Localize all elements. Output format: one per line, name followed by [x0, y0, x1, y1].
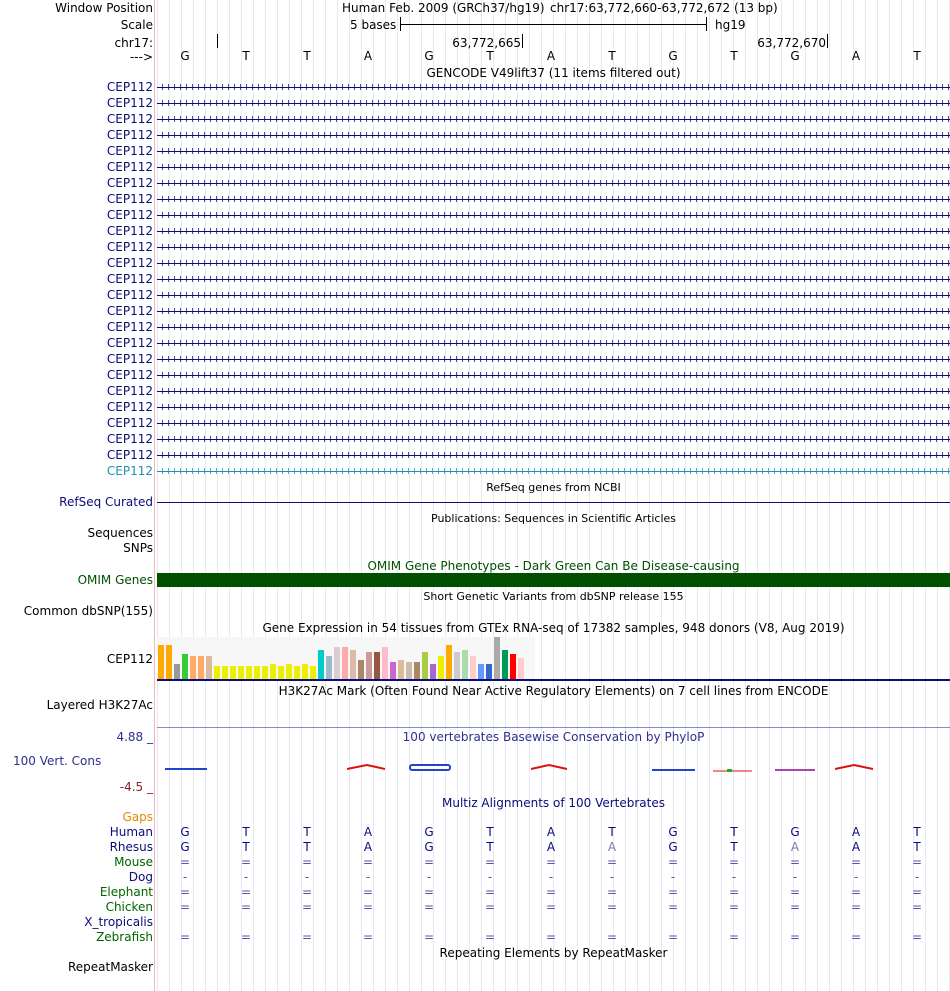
base-letter: T: [242, 49, 250, 63]
strand-arrows: [157, 84, 950, 90]
alignment-base: T: [608, 825, 616, 839]
alignment-base: =: [850, 885, 862, 899]
alignment-base: =: [423, 900, 435, 914]
strand-arrows: [157, 372, 950, 378]
gtex-tissue-bar[interactable]: [518, 658, 524, 679]
gencode-gene-label[interactable]: CEP112: [106, 352, 153, 366]
gencode-gene-label[interactable]: CEP112: [106, 288, 153, 302]
gtex-tissue-bar[interactable]: [454, 652, 460, 679]
gtex-baseline: [157, 679, 950, 681]
gencode-gene-label[interactable]: CEP112: [106, 272, 153, 286]
phylop-plot[interactable]: [157, 755, 950, 785]
alignment-base: A: [363, 825, 373, 839]
alignment-base: =: [545, 930, 557, 944]
alignment-base: =: [240, 930, 252, 944]
strand-arrows: [157, 468, 950, 474]
h3k27ac-baseline: [157, 727, 950, 728]
base-letter: T: [913, 49, 921, 63]
strand-arrows: [157, 292, 950, 298]
alignment-base: -: [426, 870, 432, 884]
alignment-base: =: [911, 855, 923, 869]
alignment-base: =: [484, 930, 496, 944]
species-label[interactable]: X_tropicalis: [84, 915, 153, 929]
alignment-base: -: [487, 870, 493, 884]
gtex-tissue-bar[interactable]: [262, 666, 268, 679]
strand-label: --->: [129, 50, 153, 64]
alignment-base: =: [728, 855, 740, 869]
base-letter: T: [608, 49, 616, 63]
alignment-base: G: [790, 825, 800, 839]
alignment-base: T: [242, 840, 250, 854]
coord-label-1: 63,772,665: [452, 36, 521, 50]
gtex-tissue-bar[interactable]: [206, 656, 212, 679]
phylop-label[interactable]: 100 Vert. Cons: [13, 754, 102, 768]
alignment-base: =: [789, 930, 801, 944]
alignment-base: =: [667, 900, 679, 914]
gtex-tissue-bar[interactable]: [238, 666, 244, 679]
alignment-base: T: [913, 840, 921, 854]
base-letter: A: [363, 49, 373, 63]
alignment-base: =: [362, 885, 374, 899]
strand-arrows: [157, 180, 950, 186]
gencode-gene-label[interactable]: CEP112: [106, 96, 153, 110]
alignment-base: =: [240, 900, 252, 914]
alignment-base: =: [362, 900, 374, 914]
gencode-gene-label[interactable]: CEP112: [106, 304, 153, 318]
gtex-tissue-bar[interactable]: [430, 664, 436, 679]
alignment-base: =: [301, 855, 313, 869]
gencode-gene-label[interactable]: CEP112: [106, 192, 153, 206]
coord-tick-1: [522, 34, 523, 48]
phylop-peak: [410, 765, 450, 770]
base-letter: G: [790, 49, 800, 63]
coord-tick-0: [217, 34, 218, 48]
species-label[interactable]: Elephant: [99, 885, 153, 899]
alignment-base: =: [728, 930, 740, 944]
alignment-base: T: [486, 840, 494, 854]
gtex-tissue-bar[interactable]: [438, 656, 444, 679]
alignment-base: =: [606, 855, 618, 869]
species-label[interactable]: Rhesus: [109, 840, 153, 854]
alignment-base: =: [545, 885, 557, 899]
gtex-tissue-bar[interactable]: [406, 662, 412, 679]
alignment-base: =: [606, 930, 618, 944]
gencode-gene-label[interactable]: CEP112: [106, 144, 153, 158]
refseq-label[interactable]: RefSeq Curated: [59, 495, 153, 509]
alignment-base: =: [484, 900, 496, 914]
alignment-base: =: [728, 885, 740, 899]
gencode-gene-label[interactable]: CEP112: [106, 208, 153, 222]
gtex-tissue-bar[interactable]: [478, 664, 484, 679]
gencode-gene-label[interactable]: CEP112: [106, 448, 153, 462]
gtex-tissue-bar[interactable]: [414, 662, 420, 679]
gencode-title[interactable]: GENCODE V49lift37 (11 items filtered out): [426, 66, 681, 80]
strand-arrows: [157, 132, 950, 138]
alignment-base: G: [424, 840, 434, 854]
phylop-peak: [835, 765, 873, 769]
strand-arrows: [157, 244, 950, 250]
omim-label[interactable]: OMIM Genes: [77, 573, 153, 587]
gtex-tissue-bar[interactable]: [230, 666, 236, 679]
gtex-tissue-bar[interactable]: [302, 664, 308, 679]
strand-arrows: [157, 452, 950, 458]
dbsnp-label[interactable]: Common dbSNP(155): [23, 604, 153, 618]
alignment-base: A: [607, 840, 617, 854]
strand-arrows: [157, 340, 950, 346]
strand-arrows: [157, 212, 950, 218]
scale-bar-right-tick: [706, 17, 707, 31]
gtex-tissue-bar[interactable]: [342, 647, 348, 679]
gtex-tissue-bar[interactable]: [374, 652, 380, 679]
alignment-base: =: [667, 885, 679, 899]
gencode-gene-label[interactable]: CEP112: [106, 384, 153, 398]
alignment-base: =: [789, 855, 801, 869]
gtex-tissue-bar[interactable]: [222, 666, 228, 679]
strand-arrows: [157, 420, 950, 426]
gtex-tissue-bar[interactable]: [286, 664, 292, 679]
gencode-gene-label[interactable]: CEP112: [106, 176, 153, 190]
repeatmasker-label[interactable]: RepeatMasker: [67, 960, 153, 974]
phylop-peak: [347, 765, 385, 769]
multiz-title[interactable]: Multiz Alignments of 100 Vertebrates: [441, 796, 666, 810]
gtex-tissue-bar[interactable]: [494, 637, 500, 679]
alignment-base: =: [850, 900, 862, 914]
alignment-base: A: [546, 825, 556, 839]
alignment-base: G: [180, 840, 190, 854]
alignment-base: =: [423, 885, 435, 899]
alignment-base: =: [423, 855, 435, 869]
gencode-gene-label[interactable]: CEP112: [106, 368, 153, 382]
gtex-tissue-bar[interactable]: [174, 664, 180, 679]
gtex-tissue-bar[interactable]: [270, 664, 276, 679]
strand-arrows: [157, 164, 950, 170]
refseq-title[interactable]: RefSeq genes from NCBI: [486, 481, 621, 494]
alignment-base: =: [362, 855, 374, 869]
phylop-title[interactable]: 100 vertebrates Basewise Conservation by PhyloP: [402, 730, 705, 744]
gtex-tissue-bar[interactable]: [182, 654, 188, 679]
strand-arrows: [157, 308, 950, 314]
alignment-base: -: [792, 870, 798, 884]
gtex-tissue-bar[interactable]: [446, 645, 452, 679]
gtex-tissue-bar[interactable]: [398, 660, 404, 679]
scale-text: 5 bases: [350, 18, 397, 32]
alignment-base: T: [303, 825, 311, 839]
gtex-tissue-bar[interactable]: [470, 656, 476, 679]
alignment-base: A: [363, 840, 373, 854]
alignment-base: =: [911, 885, 923, 899]
gtex-tissue-bar[interactable]: [190, 656, 196, 679]
alignment-base: =: [606, 885, 618, 899]
alignment-base: T: [303, 840, 311, 854]
gtex-tissue-bar[interactable]: [294, 666, 300, 679]
alignment-base: G: [668, 825, 678, 839]
gtex-tissue-bar[interactable]: [422, 652, 428, 679]
alignment-base: -: [670, 870, 676, 884]
gtex-tissue-bar[interactable]: [502, 650, 508, 679]
gencode-gene-label[interactable]: CEP112: [106, 240, 153, 254]
base-letter: T: [730, 49, 738, 63]
gencode-gene-label[interactable]: CEP112: [106, 160, 153, 174]
alignment-base: =: [301, 900, 313, 914]
scale-bar: [400, 24, 706, 25]
alignment-base: -: [914, 870, 920, 884]
alignment-base: T: [242, 825, 250, 839]
alignment-base: =: [301, 885, 313, 899]
strand-arrows: [157, 404, 950, 410]
repeatmasker-title[interactable]: Repeating Elements by RepeatMasker: [439, 946, 668, 960]
alignment-base: =: [179, 885, 191, 899]
base-letter: A: [546, 49, 556, 63]
gencode-gene-label[interactable]: CEP112: [106, 256, 153, 270]
alignment-base: =: [545, 855, 557, 869]
alignment-base: =: [728, 900, 740, 914]
gencode-gene-label[interactable]: CEP112: [106, 416, 153, 430]
base-letter: G: [668, 49, 678, 63]
gencode-gene-label[interactable]: CEP112: [106, 80, 153, 94]
alignment-base: A: [546, 840, 556, 854]
strand-arrows: [157, 276, 950, 282]
gtex-tissue-bar[interactable]: [326, 656, 332, 679]
alignment-base: T: [913, 825, 921, 839]
window-position-label: Window Position: [55, 1, 153, 15]
alignment-base: =: [362, 930, 374, 944]
gencode-gene-label[interactable]: CEP112: [106, 336, 153, 350]
gencode-gene-label[interactable]: CEP112: [106, 464, 153, 478]
scale-db: hg19: [715, 18, 746, 32]
gtex-tissue-bar[interactable]: [462, 650, 468, 679]
h3k27ac-title[interactable]: H3K27Ac Mark (Often Found Near Active Regulatory Elements) on 7 cell lines from ENCODE: [278, 684, 829, 698]
gtex-tissue-bar[interactable]: [246, 666, 252, 679]
gencode-gene-label[interactable]: CEP112: [106, 128, 153, 142]
alignment-base: =: [667, 930, 679, 944]
strand-arrows: [157, 324, 950, 330]
omim-gene-bar[interactable]: [157, 573, 950, 587]
strand-arrows: [157, 436, 950, 442]
gtex-tissue-bar[interactable]: [350, 650, 356, 679]
gtex-tissue-bar[interactable]: [510, 654, 516, 679]
alignment-base: =: [850, 930, 862, 944]
phylop-peak: [531, 765, 567, 769]
base-letter: T: [303, 49, 311, 63]
alignment-base: A: [851, 825, 861, 839]
phylop-ymin: -4.5 _: [119, 780, 153, 794]
gtex-tissue-bar[interactable]: [198, 656, 204, 679]
phylop-ymax: 4.88 _: [116, 730, 153, 744]
alignment-base: =: [179, 930, 191, 944]
gencode-gene-label[interactable]: CEP112: [106, 224, 153, 238]
alignment-base: G: [668, 840, 678, 854]
gtex-bar-chart[interactable]: [157, 637, 557, 679]
alignment-base: -: [609, 870, 615, 884]
alignment-base: =: [484, 885, 496, 899]
alignment-base: -: [853, 870, 859, 884]
dbsnp-title[interactable]: Short Genetic Variants from dbSNP release 155: [423, 590, 684, 603]
alignment-base: =: [240, 885, 252, 899]
gencode-gene-label[interactable]: CEP112: [106, 400, 153, 414]
alignment-base: A: [790, 840, 800, 854]
alignment-base: =: [179, 900, 191, 914]
gtex-tissue-bar[interactable]: [318, 650, 324, 679]
species-label[interactable]: Chicken: [105, 900, 153, 914]
gtex-tissue-bar[interactable]: [334, 647, 340, 679]
base-letter: G: [424, 49, 434, 63]
base-letter: T: [486, 49, 494, 63]
alignment-base: T: [730, 840, 738, 854]
alignment-base: =: [545, 900, 557, 914]
scale-bar-left-tick: [400, 17, 401, 31]
strand-arrows: [157, 116, 950, 122]
coord-tick-2: [827, 34, 828, 48]
species-label[interactable]: Human: [109, 825, 153, 839]
h3k27ac-label[interactable]: Layered H3K27Ac: [46, 698, 153, 712]
alignment-base: =: [789, 885, 801, 899]
publications-sequences-label[interactable]: Sequences: [87, 526, 153, 540]
chrom-label: chr17:: [114, 36, 153, 50]
alignment-base: =: [911, 900, 923, 914]
alignment-base: T: [486, 825, 494, 839]
base-letter: A: [851, 49, 861, 63]
alignment-base: -: [731, 870, 737, 884]
alignment-base: -: [243, 870, 249, 884]
refseq-gene-line[interactable]: [157, 502, 950, 503]
gencode-gene-label[interactable]: CEP112: [106, 112, 153, 126]
strand-arrows: [157, 388, 950, 394]
assembly-title[interactable]: Human Feb. 2009 (GRCh37/hg19): [342, 1, 545, 15]
scale-label: Scale: [120, 18, 153, 32]
species-label[interactable]: Mouse: [114, 855, 153, 869]
phylop-segment: [727, 769, 732, 772]
publications-title[interactable]: Publications: Sequences in Scientific Articles: [431, 512, 676, 525]
position-readout[interactable]: chr17:63,772,660-63,772,672 (13 bp): [550, 1, 778, 15]
label-divider: [154, 0, 155, 991]
gtex-tissue-bar[interactable]: [366, 652, 372, 679]
gtex-tissue-bar[interactable]: [214, 666, 220, 679]
alignment-base: =: [606, 900, 618, 914]
gtex-tissue-bar[interactable]: [278, 666, 284, 679]
alignment-base: G: [424, 825, 434, 839]
strand-arrows: [157, 148, 950, 154]
gtex-tissue-bar[interactable]: [382, 647, 388, 679]
strand-arrows: [157, 356, 950, 362]
alignment-base: =: [240, 855, 252, 869]
publications-snps-label[interactable]: SNPs: [123, 541, 153, 555]
alignment-base: G: [180, 825, 190, 839]
base-letter: G: [180, 49, 190, 63]
strand-arrows: [157, 196, 950, 202]
alignment-base: T: [730, 825, 738, 839]
alignment-base: =: [789, 900, 801, 914]
gtex-tissue-bar[interactable]: [390, 662, 396, 679]
gtex-label[interactable]: CEP112: [106, 652, 153, 666]
species-label[interactable]: Dog: [128, 870, 153, 884]
strand-arrows: [157, 228, 950, 234]
alignment-base: -: [304, 870, 310, 884]
alignment-base: =: [911, 930, 923, 944]
alignment-base: =: [850, 855, 862, 869]
gtex-tissue-bar[interactable]: [166, 645, 172, 679]
gtex-tissue-bar[interactable]: [158, 645, 164, 679]
gtex-tissue-bar[interactable]: [486, 664, 492, 679]
strand-arrows: [157, 100, 950, 106]
gtex-tissue-bar[interactable]: [254, 666, 260, 679]
alignment-base: =: [301, 930, 313, 944]
alignment-base: A: [851, 840, 861, 854]
alignment-base: -: [548, 870, 554, 884]
strand-arrows: [157, 260, 950, 266]
alignment-base: -: [182, 870, 188, 884]
alignment-base: =: [423, 930, 435, 944]
omim-title[interactable]: OMIM Gene Phenotypes - Dark Green Can Be Disease-causing: [367, 559, 740, 573]
alignment-base: =: [484, 855, 496, 869]
gaps-label[interactable]: Gaps: [122, 810, 153, 824]
gtex-tissue-bar[interactable]: [358, 660, 364, 679]
alignment-base: =: [179, 855, 191, 869]
gencode-gene-label[interactable]: CEP112: [106, 432, 153, 446]
alignment-base: -: [365, 870, 371, 884]
alignment-base: =: [667, 855, 679, 869]
gtex-title[interactable]: Gene Expression in 54 tissues from GTEx RNA-seq of 17382 samples, 948 donors (V8, Aug 2019): [262, 621, 845, 635]
species-label[interactable]: Zebrafish: [96, 930, 153, 944]
gencode-gene-label[interactable]: CEP112: [106, 320, 153, 334]
coord-label-2: 63,772,670: [757, 36, 826, 50]
gtex-tissue-bar[interactable]: [310, 666, 316, 679]
